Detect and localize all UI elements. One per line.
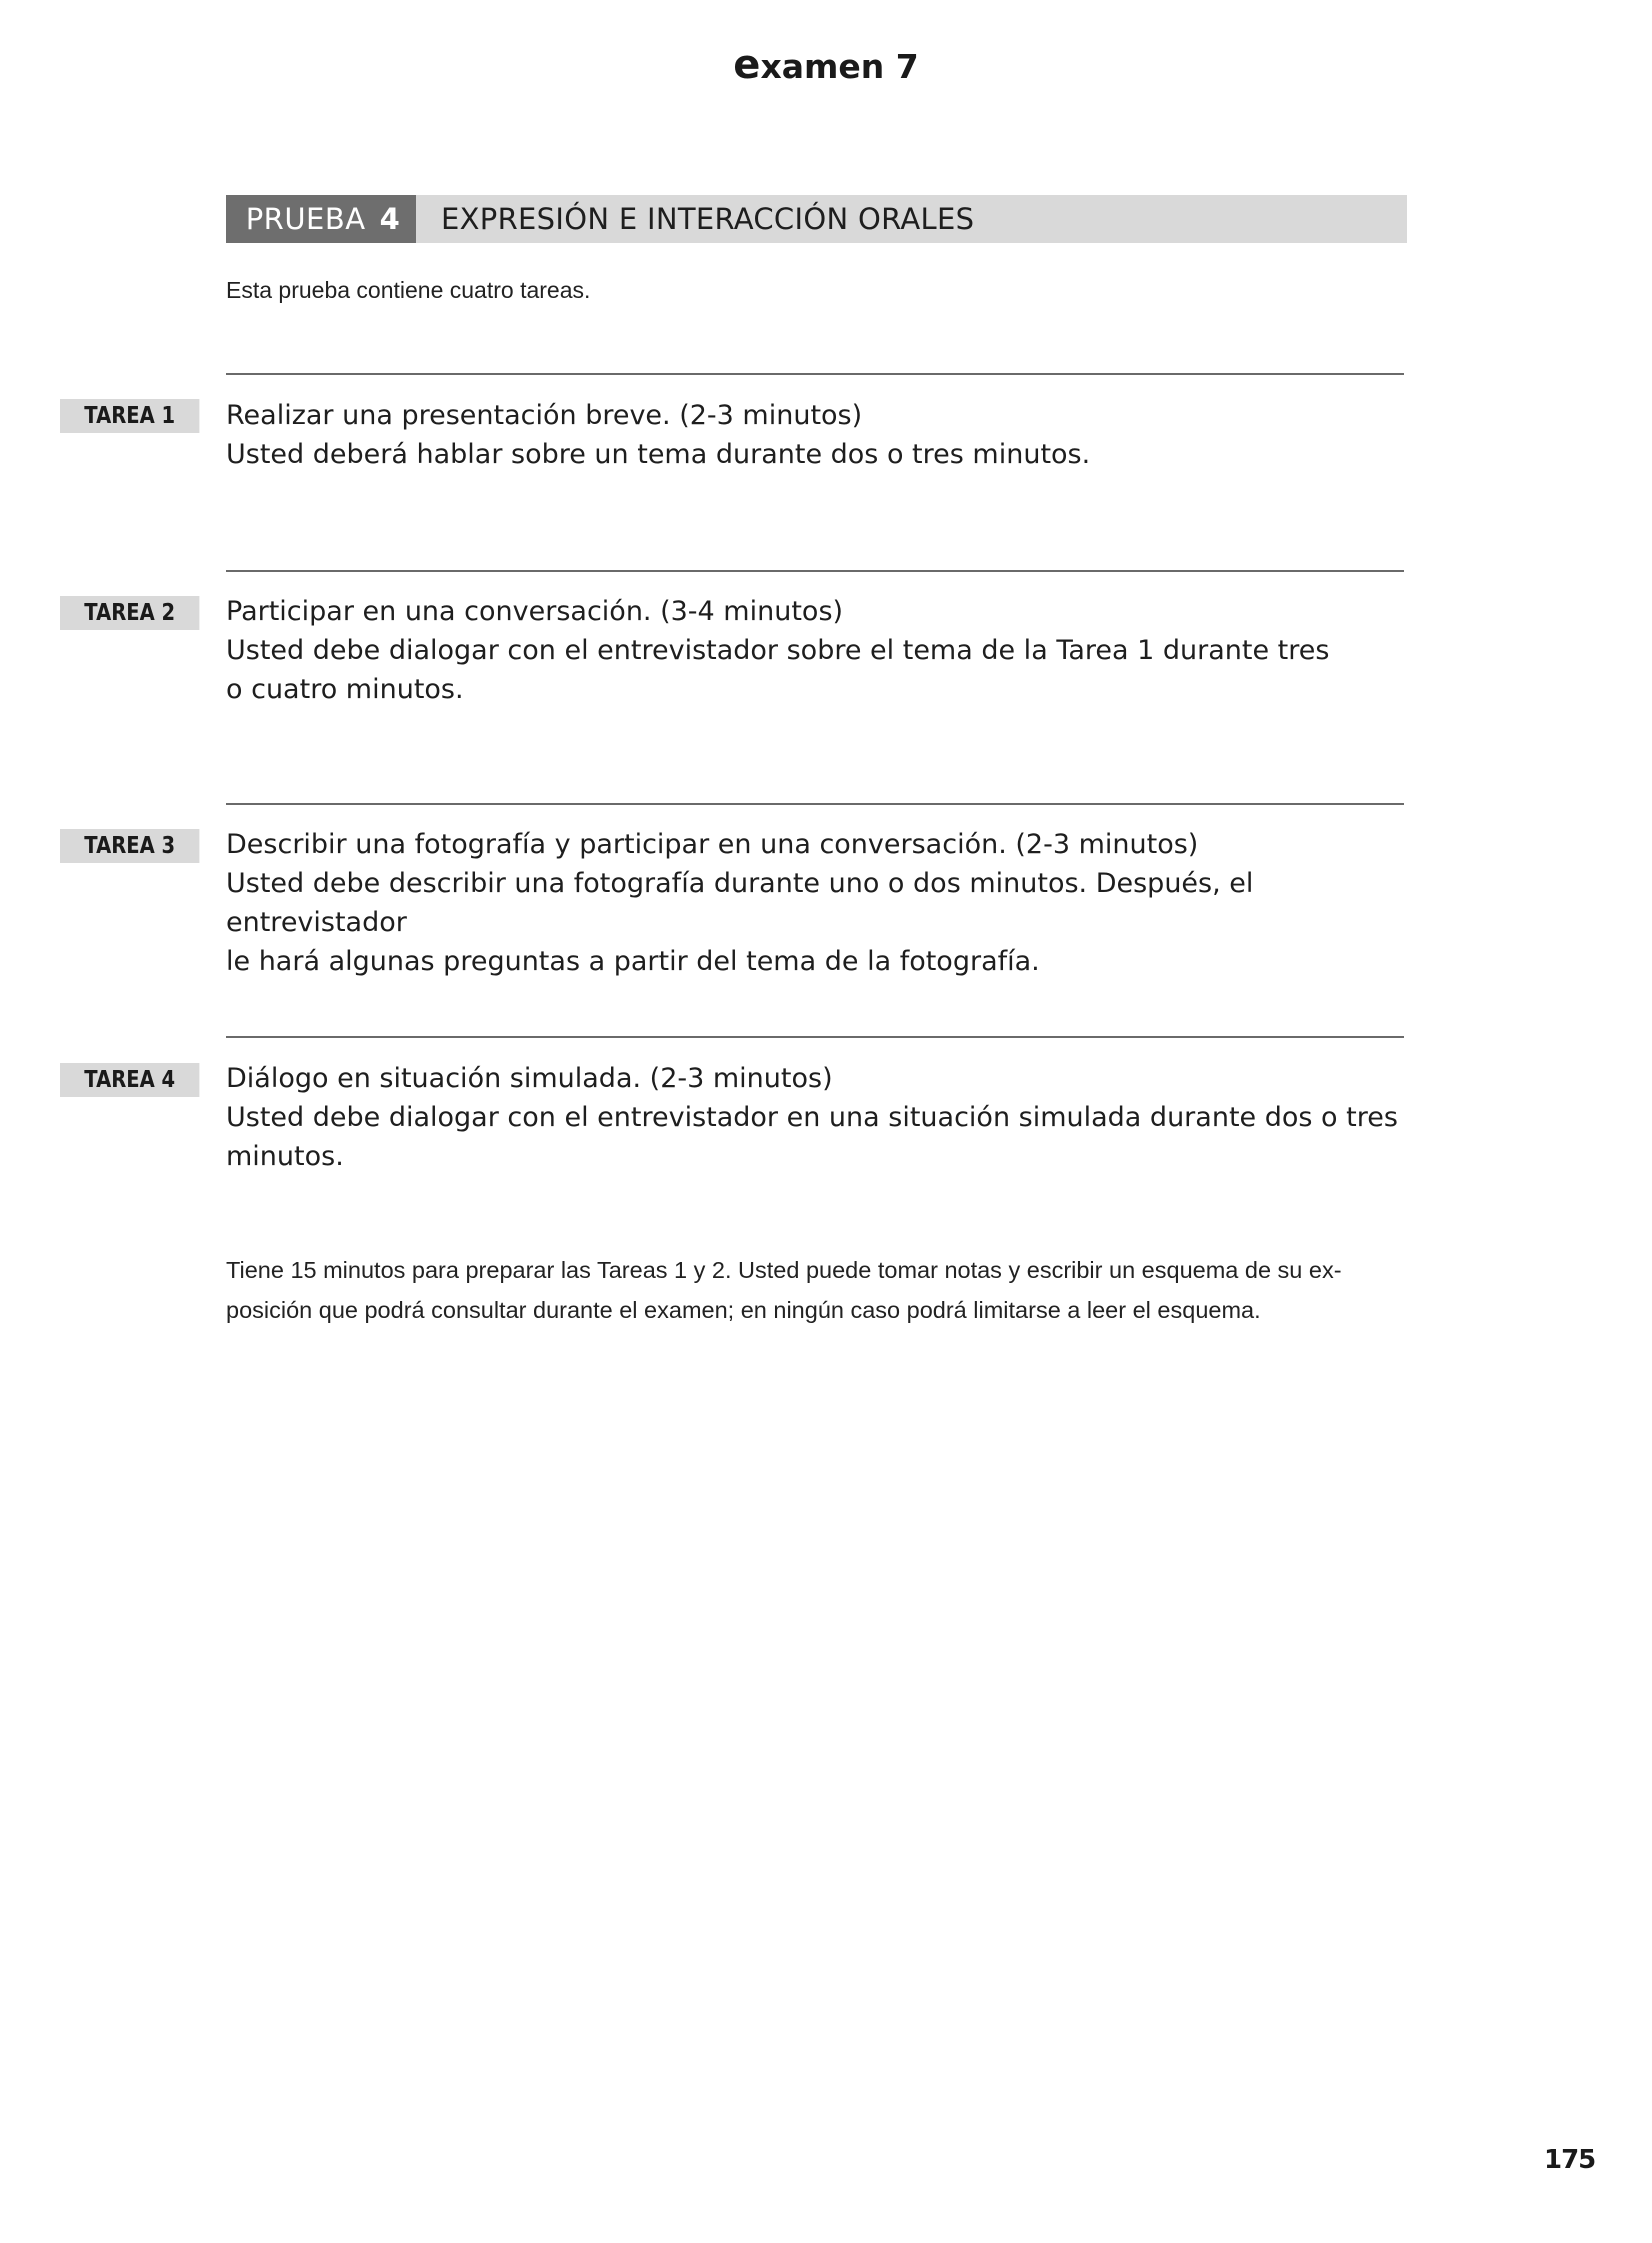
tarea-3-line-2: Usted debe describir una fotografía durante uno o dos minutos. Después, el entrevistador — [226, 868, 1254, 938]
section-divider — [226, 1036, 1404, 1038]
tarea-text-2 — [226, 592, 1406, 709]
tarea-4-line-2: Usted debe dialogar con el entrevistador en una situación simulada durante dos o tres — [226, 1102, 1398, 1133]
tarea-text-3 — [226, 825, 1406, 981]
tarea-label-3: TAREA 3 — [60, 829, 199, 863]
page-title-lead: e — [733, 42, 761, 88]
prueba-label: PRUEBA — [245, 202, 366, 236]
tarea-4-line-1: Diálogo en situación simulada. (2-3 minutos) — [226, 1063, 833, 1094]
tarea-3-line-3: le hará algunas preguntas a partir del tema de la fotografía. — [226, 946, 1040, 977]
tarea-text-1 — [226, 396, 1406, 474]
tarea-3-line-1: Describir una fotografía y participar en una conversación. (2-3 minutos) — [226, 829, 1199, 860]
tarea-label-2: TAREA 2 — [60, 596, 199, 630]
tarea-2-line-1: Participar en una conversación. (3-4 minutos) — [226, 596, 844, 627]
section-divider — [226, 373, 1404, 375]
section-divider — [226, 570, 1404, 572]
page-title-rest: xamen 7 — [760, 47, 919, 86]
prueba-header — [226, 195, 1407, 243]
tarea-1-line-1: Realizar una presentación breve. (2-3 minutos) — [226, 400, 863, 431]
tarea-1-line-2: Usted deberá hablar sobre un tema durante dos o tres minutos. — [226, 439, 1091, 470]
tarea-2-line-3: o cuatro minutos. — [226, 674, 464, 705]
note-line-2: posición que podrá consultar durante el examen; en ningún caso podrá limitarse a leer el esquema. — [226, 1297, 1261, 1323]
preparation-note — [226, 1250, 1411, 1330]
intro-text: Esta prueba contiene cuatro tareas. — [226, 277, 591, 303]
tarea-4-line-3: minutos. — [226, 1141, 344, 1172]
note-line-1: Tiene 15 minutos para preparar las Tareas 1 y 2. Usted puede tomar notas y escribir un esquema de su ex- — [226, 1257, 1342, 1283]
prueba-number: 4 — [379, 202, 401, 236]
prueba-tag — [226, 195, 416, 243]
section-divider — [226, 803, 1404, 805]
page-title — [0, 42, 1652, 88]
tarea-text-4 — [226, 1059, 1406, 1176]
page-number: 175 — [1544, 2145, 1596, 2175]
tarea-label-4: TAREA 4 — [60, 1063, 199, 1097]
prueba-title: EXPRESIÓN E INTERACCIÓN ORALES — [441, 202, 975, 236]
tarea-2-line-2: Usted debe dialogar con el entrevistador sobre el tema de la Tarea 1 durante tres — [226, 635, 1330, 666]
tarea-label-1: TAREA 1 — [60, 399, 199, 433]
